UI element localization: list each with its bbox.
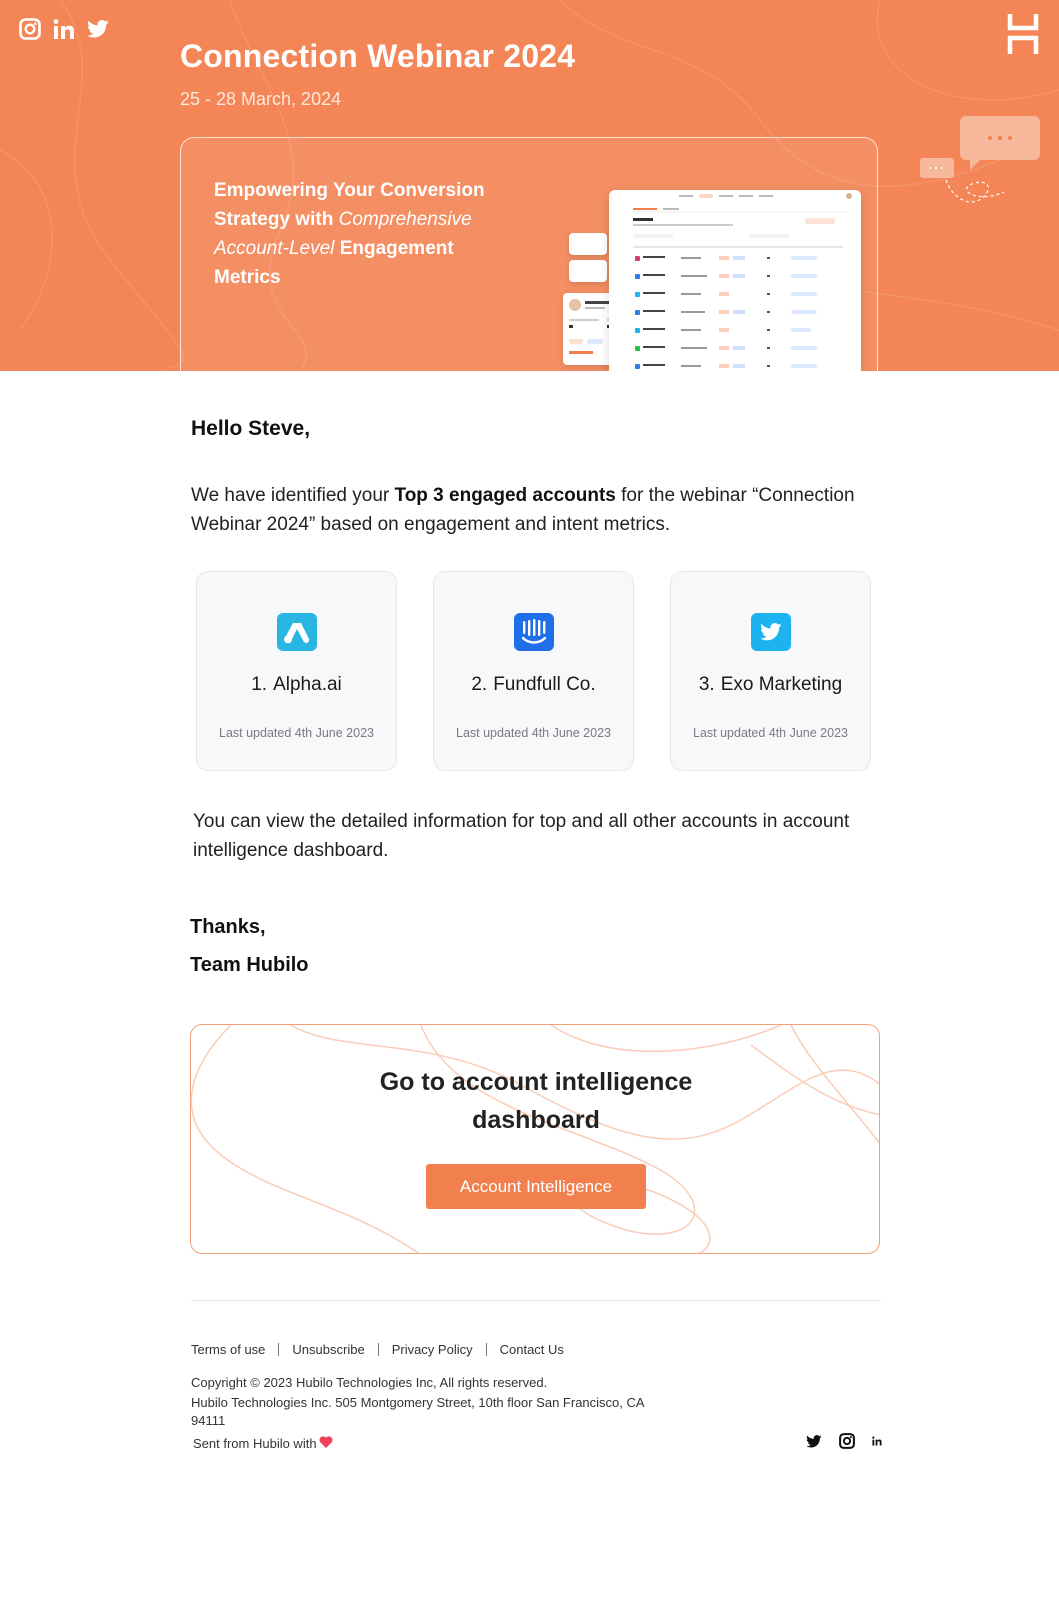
thanks-text: Thanks, bbox=[190, 916, 266, 938]
signature: Team Hubilo bbox=[190, 954, 309, 976]
footer-divider bbox=[191, 1300, 881, 1301]
twitter-icon[interactable] bbox=[87, 18, 109, 40]
unsubscribe-link[interactable]: Unsubscribe bbox=[292, 1342, 365, 1357]
twitter-icon[interactable] bbox=[806, 1433, 822, 1449]
cta-heading-line-2: dashboard bbox=[472, 1106, 600, 1134]
webinar-date: 25 - 28 March, 2024 bbox=[180, 89, 342, 109]
intro-highlight: Top 3 engaged accounts bbox=[394, 485, 616, 506]
dashboard-cta-box bbox=[190, 1024, 880, 1254]
webinar-title: Connection Webinar 2024 bbox=[180, 38, 576, 74]
account-updated: Last updated 4th June 2023 bbox=[219, 726, 374, 740]
account-rank: 2. bbox=[471, 674, 488, 695]
chat-bubbles-illustration bbox=[918, 112, 1043, 212]
cta-background-pattern bbox=[191, 1025, 880, 1254]
instagram-icon[interactable] bbox=[839, 1433, 855, 1449]
sent-from-note bbox=[193, 1436, 333, 1451]
account-card-fundfull-co[interactable] bbox=[433, 571, 634, 771]
company-address: Hubilo Technologies Inc. 505 Montgomery Street, 10th floor San Francisco, CA 94111 bbox=[191, 1395, 644, 1428]
link-separator bbox=[378, 1343, 379, 1356]
banner-headline-part-2: Engagement Metrics bbox=[214, 238, 454, 288]
intro-text-start: We have identified your bbox=[191, 485, 390, 506]
sent-from-text: Sent from Hubilo with bbox=[193, 1436, 317, 1451]
detail-paragraph: You can view the detailed information for top and all other accounts in account intelligence dashboard. bbox=[193, 811, 850, 861]
copyright-text: Copyright © 2023 Hubilo Technologies Inc, All rights reserved. bbox=[191, 1375, 548, 1390]
instagram-icon[interactable] bbox=[19, 18, 41, 40]
account-name-text: Exo Marketing bbox=[720, 674, 843, 695]
account-rank: 3. bbox=[698, 674, 715, 695]
sign-off bbox=[190, 908, 309, 984]
intro-text-end: for the webinar “Connection Webinar 2024” based on engagement and intent metrics. bbox=[191, 485, 855, 535]
top-accounts-list bbox=[196, 571, 871, 771]
exo-marketing-logo-icon bbox=[751, 613, 791, 651]
footer-links bbox=[191, 1342, 564, 1357]
account-name bbox=[671, 674, 870, 696]
alpha-ai-logo-icon bbox=[277, 613, 317, 651]
header-social-links bbox=[19, 18, 109, 40]
banner-headline-italic: Comprehensive Account-Level bbox=[214, 209, 472, 259]
account-name-text: Fundfull Co. bbox=[493, 674, 596, 695]
heart-icon bbox=[319, 1436, 333, 1451]
linkedin-icon[interactable] bbox=[872, 1433, 882, 1449]
webinar-banner bbox=[180, 137, 878, 371]
contact-us-link[interactable]: Contact Us bbox=[499, 1342, 564, 1357]
greeting: Hello Steve, bbox=[191, 417, 311, 440]
account-intelligence-button[interactable]: Account Intelligence bbox=[426, 1164, 646, 1209]
terms-of-use-link[interactable]: Terms of use bbox=[191, 1342, 266, 1357]
account-card-exo-marketing[interactable] bbox=[670, 571, 871, 771]
cta-heading-line-1: Go to account intelligence bbox=[379, 1068, 693, 1096]
banner-headline-part-1: Empowering Your Conversion Strategy with bbox=[214, 180, 485, 230]
fundfull-logo-icon bbox=[514, 613, 554, 651]
account-name bbox=[434, 674, 633, 696]
account-name bbox=[197, 674, 396, 696]
cta-heading bbox=[191, 1063, 880, 1139]
link-separator bbox=[486, 1343, 487, 1356]
account-name-text: Alpha.ai bbox=[273, 674, 342, 695]
dashboard-preview-stat-card bbox=[569, 260, 607, 282]
account-updated: Last updated 4th June 2023 bbox=[693, 726, 848, 740]
account-card-alpha-ai[interactable] bbox=[196, 571, 397, 771]
dashboard-preview-stat-card bbox=[569, 233, 607, 255]
linkedin-icon[interactable] bbox=[53, 18, 75, 40]
banner-headline bbox=[214, 176, 514, 292]
intro-paragraph bbox=[191, 481, 871, 539]
dashboard-preview-illustration bbox=[609, 190, 861, 371]
link-separator bbox=[278, 1343, 279, 1356]
account-rank: 1. bbox=[251, 674, 268, 695]
account-updated: Last updated 4th June 2023 bbox=[456, 726, 611, 740]
hubilo-logo-icon[interactable] bbox=[1006, 14, 1040, 54]
hero-header bbox=[0, 0, 1059, 371]
footer-social-links bbox=[806, 1433, 882, 1449]
privacy-policy-link[interactable]: Privacy Policy bbox=[391, 1342, 473, 1357]
